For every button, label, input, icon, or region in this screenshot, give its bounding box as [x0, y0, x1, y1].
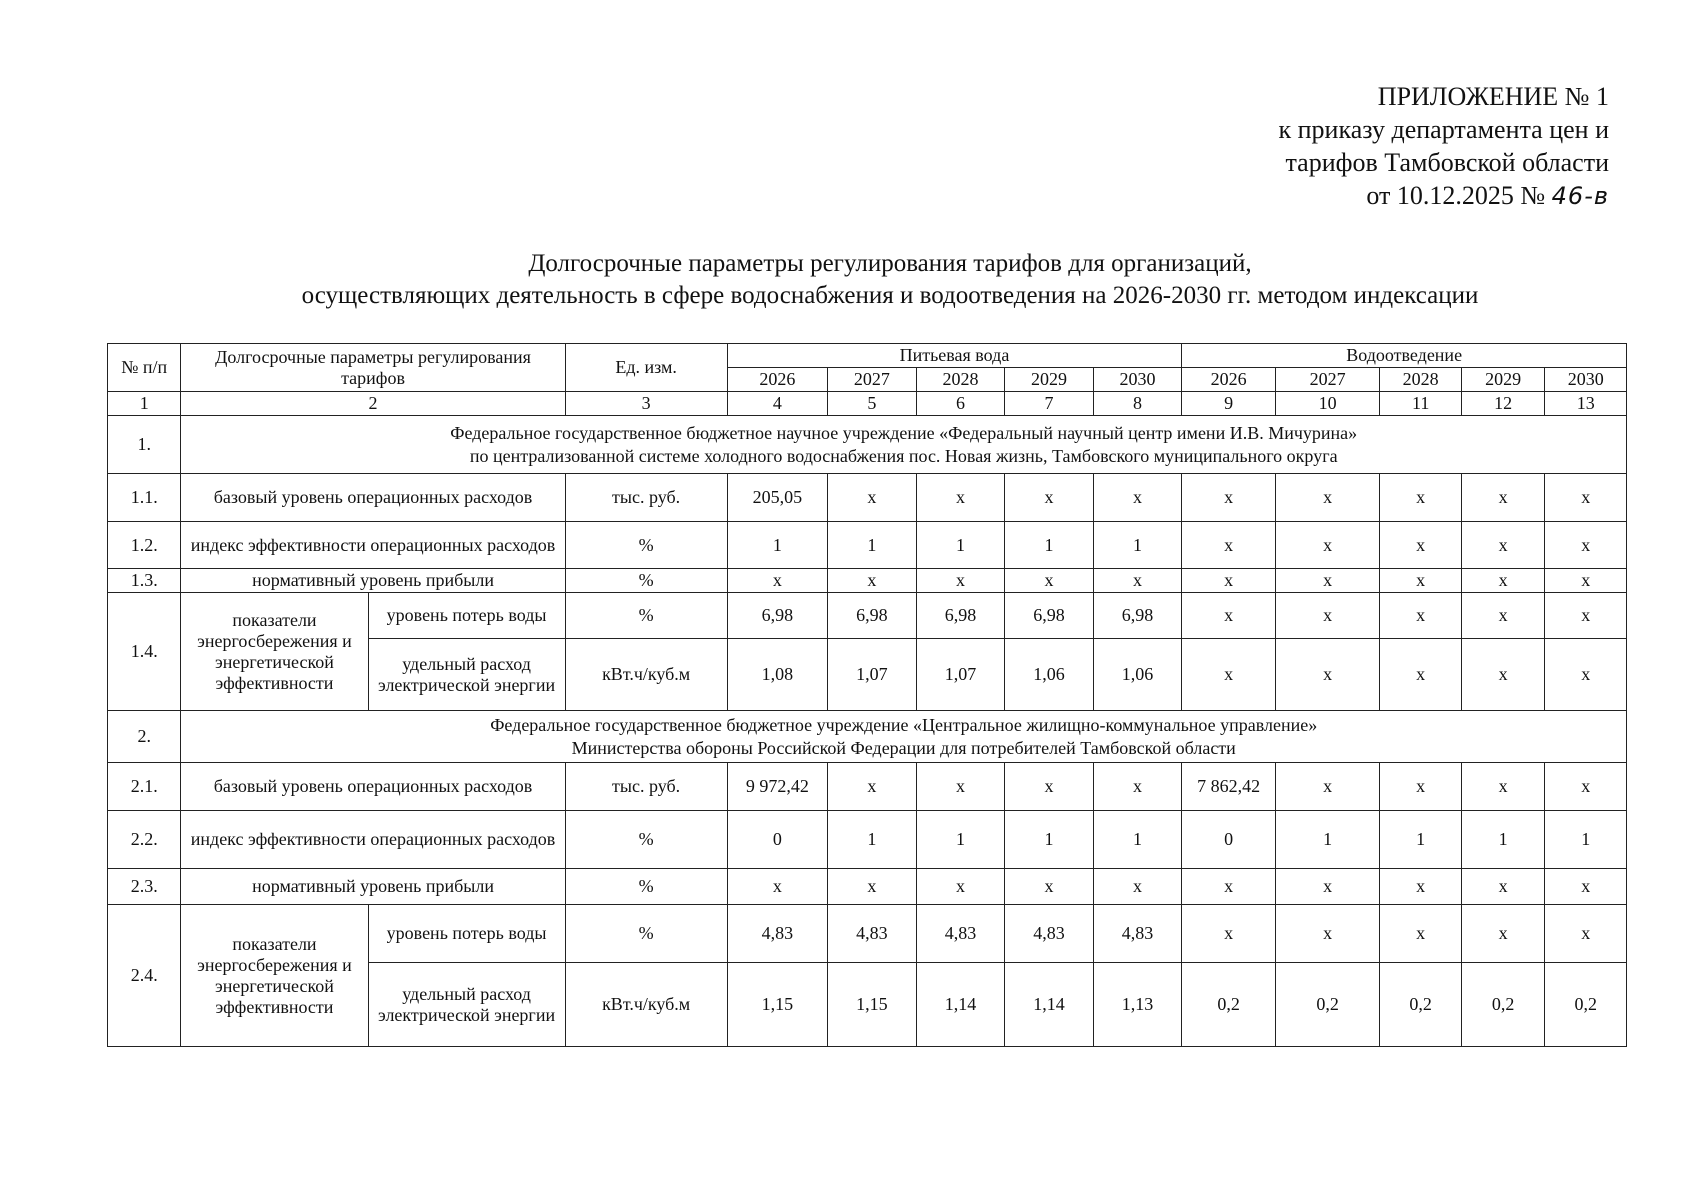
value-cell: х: [1380, 593, 1461, 639]
value-cell: х: [1545, 763, 1627, 811]
value-cell: 1,14: [916, 963, 1005, 1047]
value-cell: х: [1005, 569, 1094, 593]
value-cell: х: [1545, 593, 1627, 639]
value-cell: х: [727, 569, 828, 593]
value-cell: 1: [1093, 811, 1182, 869]
value-cell: х: [1380, 639, 1461, 711]
value-cell: 1: [1093, 522, 1182, 569]
col-number: 8: [1093, 392, 1182, 416]
value-cell: х: [1182, 474, 1276, 522]
value-cell: х: [828, 474, 917, 522]
value-cell: х: [1275, 569, 1380, 593]
value-cell: х: [1380, 869, 1461, 905]
value-cell: 4,83: [1093, 905, 1182, 963]
row-unit: %: [565, 522, 727, 569]
row-label: нормативный уровень прибыли: [181, 869, 565, 905]
row-number: 1.4.: [108, 593, 181, 711]
value-cell: х: [1182, 593, 1276, 639]
col-header-drinking-water: Питьевая вода: [727, 344, 1182, 368]
value-cell: х: [1545, 569, 1627, 593]
row-label: удельный расход электрической энергии: [368, 963, 565, 1047]
value-cell: х: [828, 569, 917, 593]
header-row-1: [108, 344, 1627, 368]
value-cell: х: [1380, 569, 1461, 593]
value-cell: 1: [1005, 522, 1094, 569]
row-unit: %: [565, 905, 727, 963]
value-cell: х: [1182, 905, 1276, 963]
year-cell: 2028: [916, 368, 1005, 392]
table-row: [108, 869, 1627, 905]
row-label: индекс эффективности операционных расходов: [181, 522, 565, 569]
org-name-line1: Федеральное государственное бюджетное учреждение «Центральное жилищно-коммунальное управление»: [490, 714, 1318, 735]
row-unit: %: [565, 869, 727, 905]
value-cell: 0,2: [1545, 963, 1627, 1047]
row-label: базовый уровень операционных расходов: [181, 474, 565, 522]
value-cell: 6,98: [1005, 593, 1094, 639]
year-cell: 2030: [1545, 368, 1627, 392]
value-cell: 1,13: [1093, 963, 1182, 1047]
row-label: удельный расход электрической энергии: [368, 639, 565, 711]
value-cell: 1,06: [1005, 639, 1094, 711]
appendix-date-text: от 10.12.2025 №: [1366, 181, 1546, 210]
table-row: [108, 474, 1627, 522]
value-cell: х: [1461, 593, 1544, 639]
value-cell: 1,07: [828, 639, 917, 711]
value-cell: 1,14: [1005, 963, 1094, 1047]
col-header-wastewater: Водоотведение: [1182, 344, 1627, 368]
value-cell: х: [1182, 569, 1276, 593]
row-label: уровень потерь воды: [368, 593, 565, 639]
org-row: [108, 711, 1627, 763]
year-cell: 2029: [1005, 368, 1094, 392]
value-cell: х: [1461, 522, 1544, 569]
org-number: 2.: [108, 711, 181, 763]
row-label: индекс эффективности операционных расходов: [181, 811, 565, 869]
table-row: [108, 905, 1627, 963]
table-row: [108, 569, 1627, 593]
value-cell: х: [727, 869, 828, 905]
col-header-unit: Ед. изм.: [565, 344, 727, 392]
value-cell: х: [1275, 869, 1380, 905]
value-cell: х: [1461, 639, 1544, 711]
document-title-line1: Долгосрочные параметры регулирования тарифов для организаций,: [528, 250, 1252, 277]
row-unit: %: [565, 569, 727, 593]
row-number: 1.1.: [108, 474, 181, 522]
value-cell: х: [1005, 474, 1094, 522]
value-cell: х: [1182, 639, 1276, 711]
value-cell: х: [1461, 569, 1544, 593]
value-cell: 4,83: [916, 905, 1005, 963]
org-name: [181, 416, 1627, 474]
row-unit: кВт.ч/куб.м: [565, 963, 727, 1047]
row-group-label: показатели энергосбережения и энергетической эффективности: [181, 905, 368, 1047]
value-cell: 1: [828, 811, 917, 869]
value-cell: 4,83: [727, 905, 828, 963]
handwritten-order-number: 46-в: [1551, 182, 1609, 210]
document-title-line2: осуществляющих деятельность в сфере водоснабжения и водоотведения на 2026-2030 гг. методом индексации: [301, 282, 1479, 309]
table-row: [108, 811, 1627, 869]
value-cell: 1,08: [727, 639, 828, 711]
col-number: 7: [1005, 392, 1094, 416]
value-cell: х: [1461, 474, 1544, 522]
org-name: [181, 711, 1627, 763]
value-cell: х: [1545, 905, 1627, 963]
col-number: 13: [1545, 392, 1627, 416]
value-cell: х: [1275, 474, 1380, 522]
org-number: 1.: [108, 416, 181, 474]
value-cell: х: [916, 763, 1005, 811]
col-number: 1: [108, 392, 181, 416]
value-cell: х: [1182, 522, 1276, 569]
column-number-row: [108, 392, 1627, 416]
value-cell: х: [1182, 869, 1276, 905]
row-unit: тыс. руб.: [565, 763, 727, 811]
value-cell: 0,2: [1275, 963, 1380, 1047]
year-cell: 2027: [828, 368, 917, 392]
value-cell: х: [1093, 569, 1182, 593]
value-cell: 0: [727, 811, 828, 869]
year-cell: 2027: [1275, 368, 1380, 392]
value-cell: х: [1275, 593, 1380, 639]
value-cell: 1: [916, 811, 1005, 869]
value-cell: х: [1005, 763, 1094, 811]
col-number: 4: [727, 392, 828, 416]
value-cell: х: [916, 869, 1005, 905]
year-cell: 2030: [1093, 368, 1182, 392]
value-cell: 1,07: [916, 639, 1005, 711]
value-cell: 1: [727, 522, 828, 569]
value-cell: 1: [1275, 811, 1380, 869]
row-number: 2.3.: [108, 869, 181, 905]
value-cell: х: [1545, 639, 1627, 711]
col-number: 3: [565, 392, 727, 416]
value-cell: х: [1461, 763, 1544, 811]
value-cell: х: [1380, 763, 1461, 811]
value-cell: 1,15: [828, 963, 917, 1047]
value-cell: 1: [828, 522, 917, 569]
tariff-parameters-table: [107, 343, 1627, 1047]
value-cell: 7 862,42: [1182, 763, 1276, 811]
col-number: 2: [181, 392, 565, 416]
value-cell: 6,98: [1093, 593, 1182, 639]
row-number: 2.2.: [108, 811, 181, 869]
year-cell: 2029: [1461, 368, 1544, 392]
value-cell: 6,98: [727, 593, 828, 639]
value-cell: 6,98: [916, 593, 1005, 639]
appendix-order-line2: тарифов Тамбовской области: [1285, 148, 1609, 177]
value-cell: 1: [1005, 811, 1094, 869]
appendix-title: ПРИЛОЖЕНИЕ № 1: [1377, 82, 1609, 111]
col-header-num: № п/п: [108, 344, 181, 392]
org-name-line1: Федеральное государственное бюджетное научное учреждение «Федеральный научный центр имени И.В. Мичурина»: [450, 422, 1358, 443]
row-label: нормативный уровень прибыли: [181, 569, 565, 593]
value-cell: 1,06: [1093, 639, 1182, 711]
table-row: [108, 593, 1627, 639]
org-name-line2: по централизованной системе холодного водоснабжения пос. Новая жизнь, Тамбовского муниципального округа: [469, 445, 1338, 466]
value-cell: х: [1275, 639, 1380, 711]
row-label: уровень потерь воды: [368, 905, 565, 963]
value-cell: х: [916, 569, 1005, 593]
org-name-line2: Министерства обороны Российской Федерации для потребителей Тамбовской области: [571, 737, 1236, 758]
row-number: 2.4.: [108, 905, 181, 1047]
value-cell: х: [1545, 869, 1627, 905]
value-cell: х: [1275, 522, 1380, 569]
value-cell: х: [916, 474, 1005, 522]
value-cell: х: [828, 869, 917, 905]
value-cell: 1: [916, 522, 1005, 569]
value-cell: 6,98: [828, 593, 917, 639]
row-unit: тыс. руб.: [565, 474, 727, 522]
value-cell: х: [1380, 522, 1461, 569]
value-cell: 1: [1545, 811, 1627, 869]
value-cell: 0,2: [1182, 963, 1276, 1047]
value-cell: х: [1545, 474, 1627, 522]
value-cell: х: [1093, 763, 1182, 811]
row-number: 2.1.: [108, 763, 181, 811]
row-unit: %: [565, 811, 727, 869]
row-group-label: показатели энергосбережения и энергетической эффективности: [181, 593, 368, 711]
row-number: 1.3.: [108, 569, 181, 593]
value-cell: х: [1545, 522, 1627, 569]
value-cell: х: [1461, 869, 1544, 905]
year-cell: 2026: [727, 368, 828, 392]
value-cell: х: [1093, 869, 1182, 905]
value-cell: х: [1005, 869, 1094, 905]
value-cell: 0,2: [1461, 963, 1544, 1047]
col-number: 10: [1275, 392, 1380, 416]
col-header-param: Долгосрочные параметры регулирования тарифов: [181, 344, 565, 392]
col-number: 6: [916, 392, 1005, 416]
document-title: [100, 248, 1680, 312]
value-cell: х: [1461, 905, 1544, 963]
row-number: 1.2.: [108, 522, 181, 569]
appendix-order-date: [1279, 179, 1609, 213]
year-cell: 2026: [1182, 368, 1276, 392]
col-number: 11: [1380, 392, 1461, 416]
value-cell: 0: [1182, 811, 1276, 869]
org-row: [108, 416, 1627, 474]
appendix-order-line1: к приказу департамента цен и: [1278, 115, 1609, 144]
value-cell: 1,15: [727, 963, 828, 1047]
value-cell: х: [1275, 905, 1380, 963]
value-cell: х: [1380, 905, 1461, 963]
value-cell: х: [1380, 474, 1461, 522]
row-unit: %: [565, 593, 727, 639]
appendix-header: [1279, 80, 1609, 213]
value-cell: 0,2: [1380, 963, 1461, 1047]
table-row: [108, 522, 1627, 569]
row-label: базовый уровень операционных расходов: [181, 763, 565, 811]
value-cell: 1: [1461, 811, 1544, 869]
col-number: 9: [1182, 392, 1276, 416]
value-cell: х: [828, 763, 917, 811]
value-cell: 9 972,42: [727, 763, 828, 811]
row-unit: кВт.ч/куб.м: [565, 639, 727, 711]
value-cell: 205,05: [727, 474, 828, 522]
table-row: [108, 763, 1627, 811]
value-cell: 4,83: [1005, 905, 1094, 963]
value-cell: 1: [1380, 811, 1461, 869]
value-cell: х: [1275, 763, 1380, 811]
value-cell: х: [1093, 474, 1182, 522]
value-cell: 4,83: [828, 905, 917, 963]
col-number: 5: [828, 392, 917, 416]
year-cell: 2028: [1380, 368, 1461, 392]
col-number: 12: [1461, 392, 1544, 416]
